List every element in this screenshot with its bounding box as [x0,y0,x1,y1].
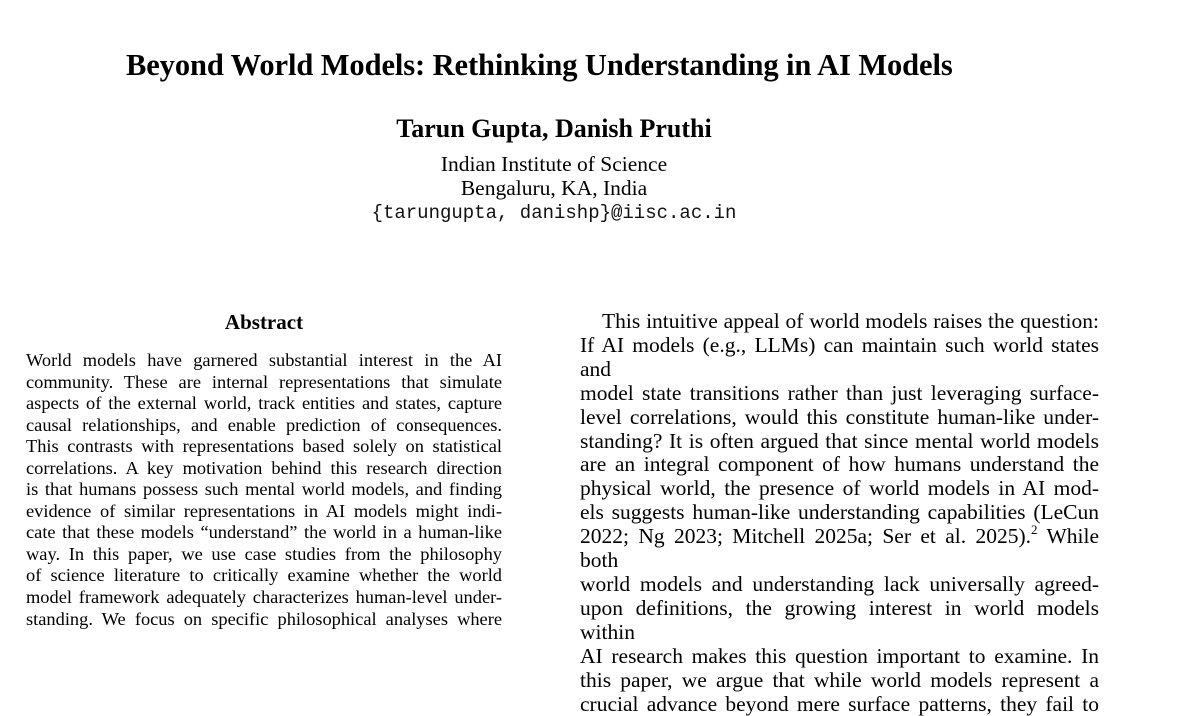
body-line: If AI models (e.g., LLMs) can maintain such world states and [580,334,1099,382]
body-line: crucial advance beyond mere surface patterns, they fail to [580,693,1099,716]
body-line: els suggests human-like understanding capabilities (LeCun [580,501,1099,525]
abstract-line: model framework adequately characterizes human-level under- [26,587,502,609]
body-line-text: 2022; Ng 2023; Mitchell 2025a; Ser et al. 2025). [580,524,1031,548]
body-line: standing? It is often argued that since mental world models [580,430,1099,454]
author-email[interactable]: {tarungupta, danishp}@iisc.ac.in [0,200,1108,226]
body-line: This intuitive appeal of world models raises the question: [580,310,1099,334]
abstract-line: causal relationships, and enable prediction of consequences. [26,415,502,437]
body-line: level correlations, would this constitute human-like under- [580,406,1099,430]
body-line: model state transitions rather than just leveraging surface- [580,382,1099,406]
abstract-line: This contrasts with representations based solely on statistical [26,436,502,458]
abstract-line: aspects of the external world, track entities and states, capture [26,393,502,415]
body-line: are an integral component of how humans understand the [580,453,1099,477]
authors: Tarun Gupta, Danish Pruthi [0,112,1108,146]
abstract-line: correlations. A key motivation behind this research direction [26,458,502,480]
body-text [580,310,1099,716]
body-line: world models and understanding lack universally agreed- [580,573,1099,597]
affiliation-location: Bengaluru, KA, India [0,176,1108,200]
abstract-line: World models have garnered substantial interest in the AI [26,350,502,372]
abstract-line: of science literature to critically examine whether the world [26,565,502,587]
body-line: this paper, we argue that while world models represent a [580,669,1099,693]
abstract-line: way. In this paper, we use case studies from the philosophy [26,544,502,566]
body-line: AI research makes this question important to examine. In [580,645,1099,669]
author-block [0,112,1108,226]
footnote-marker[interactable]: 2 [1031,522,1038,537]
body-line-with-footnote [580,525,1099,573]
paper-title: Beyond World Models: Rethinking Understanding in AI Models [126,45,953,85]
affiliation-institute: Indian Institute of Science [0,152,1108,176]
body-line-tail: While both [580,524,1099,572]
abstract-line: standing. We focus on specific philosophical analyses where [26,609,502,631]
body-line: physical world, the presence of world models in AI mod- [580,477,1099,501]
abstract-line: cate that these models “understand” the world in a human-like [26,522,502,544]
abstract-line: community. These are internal representations that simulate [26,372,502,394]
abstract-heading: Abstract [26,309,502,335]
abstract-line: is that humans possess such mental world models, and finding [26,479,502,501]
abstract-text [26,350,502,630]
body-line: upon definitions, the growing interest in world models within [580,597,1099,645]
abstract-line: evidence of similar representations in AI models might indi- [26,501,502,523]
